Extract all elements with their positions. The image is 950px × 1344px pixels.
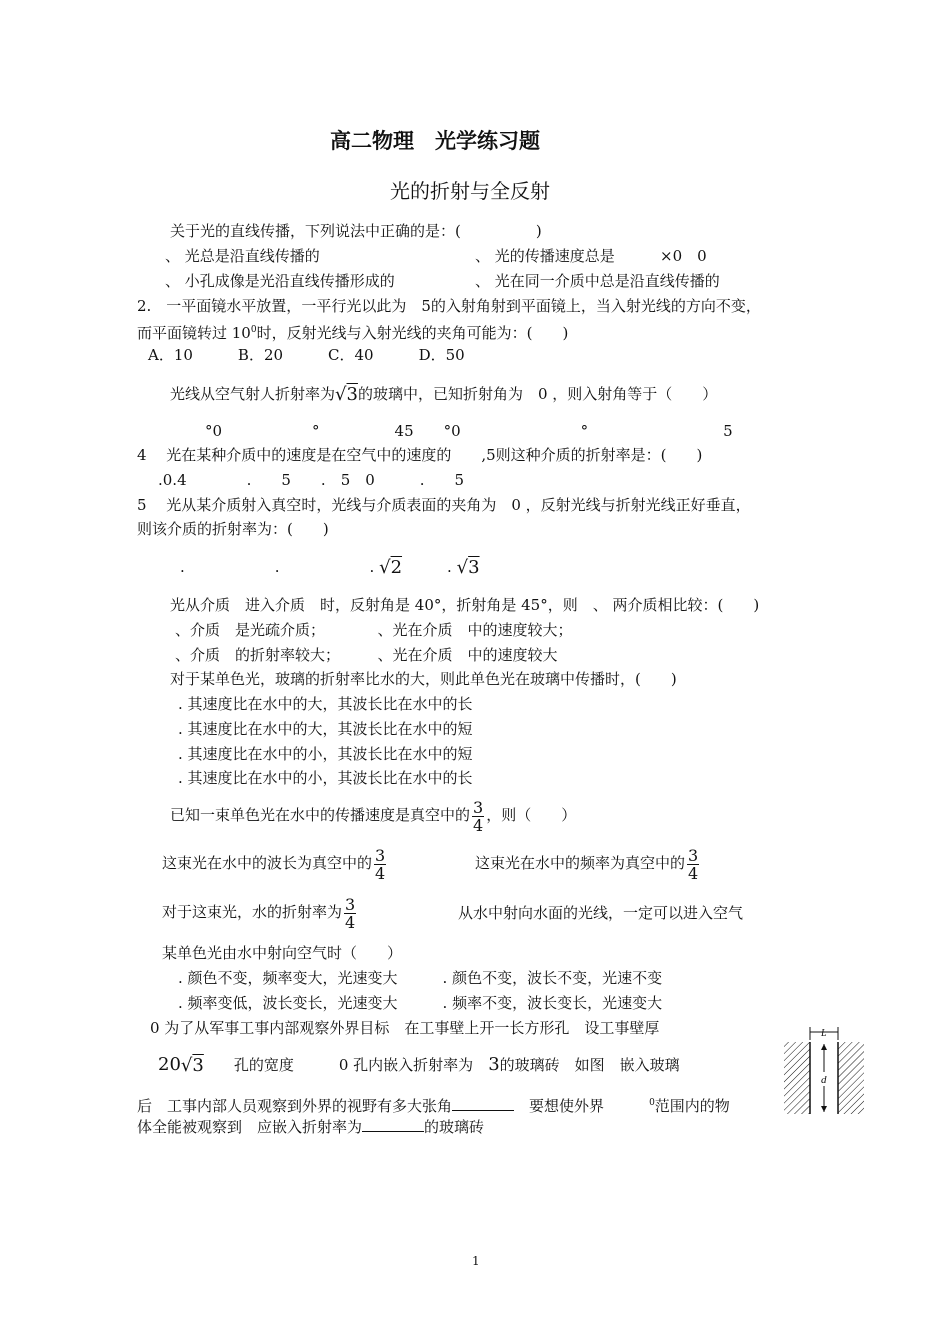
- q8-option-d: 从水中射向水面的光线，一定可以进入空气: [458, 904, 744, 922]
- q5-options: . . . √2 . √3: [180, 557, 480, 578]
- question-10: 0 为了从军事工事内部观察外界目标 在工事壁上开一长方形孔 设工事壁厚: [150, 1019, 660, 1037]
- question-10-line3: 后 工事内部人员观察到外界的视野有多大张角 要想使外界 $^0$范围内的物: [137, 1097, 730, 1115]
- q1-option-a: 、 光总是沿直线传播的: [165, 247, 320, 265]
- q1-option-b-value: ×0 0: [660, 247, 707, 265]
- q6-option-cd: 、介质 的折射率较大； 、光在介质 中的速度较大: [175, 646, 558, 664]
- question-4: 4 光在某种介质中的速度是在空气中的速度的 ,5则这种介质的折射率是：( ): [137, 446, 703, 464]
- q6-option-ab: 、介质 是光疏介质； 、光在介质 中的速度较大；: [175, 621, 573, 639]
- wall-hole-figure: [780, 1022, 870, 1122]
- q7-option-c: . 其速度比在水中的小，其波长比在水中的短: [178, 745, 473, 763]
- page-number: 1: [472, 1254, 480, 1268]
- q1-option-c: 、 小孔成像是光沿直线传播形成的: [165, 272, 395, 290]
- q7-option-a: . 其速度比在水中的大，其波长比在水中的长: [178, 695, 473, 713]
- q8-option-a: 这束光在水中的波长为真空中的 $\frac{3}{4}$: [162, 845, 386, 883]
- label-L: L: [821, 1028, 827, 1039]
- label-d: d: [821, 1074, 827, 1086]
- q8-option-b: 这束光在水中的频率为真空中的 $\frac{3}{4}$: [475, 845, 699, 883]
- question-7: 对于某单色光，玻璃的折射率比水的大，则此单色光在玻璃中传播时，( ): [170, 670, 677, 688]
- question-8: 已知一束单色光在水中的传播速度是真空中的 $\frac{3}{4}$ ，则（ ）: [170, 797, 577, 835]
- answer-blank-angle[interactable]: [452, 1096, 514, 1111]
- q2-options: A．10 B．20 C．40 D．50: [148, 346, 465, 364]
- question-2: 2. 一平面镜水平放置，一平行光以此为 5的入射角射到平面镜上，当入射光线的方向不变，: [137, 297, 761, 315]
- sqrt-3: √3: [335, 384, 358, 405]
- right-wall: [838, 1042, 864, 1114]
- q9-options-cd: . 频率变低，波长变长，光速变大 . 频率不变，波长变长，光速变大: [178, 994, 663, 1012]
- q7-option-b: . 其速度比在水中的大，其波长比在水中的短: [178, 720, 473, 738]
- question-9: 某单色光由水中射向空气时（ ）: [162, 944, 403, 962]
- question-1: 关于光的直线传播，下列说法中正确的是：( ): [170, 222, 542, 240]
- page-title: 高二物理 光学练习题: [330, 128, 540, 153]
- q4-options: .0.4 . 5 . 5 0 . 5: [158, 471, 465, 489]
- question-5: 5 光从某介质射入真空时，光线与介质表面的夹角为 0 ，反射光线与折射光线正好垂直，: [137, 496, 751, 514]
- left-wall: [784, 1042, 810, 1114]
- answer-blank-index[interactable]: [362, 1117, 424, 1132]
- q3-options: °0 ° 45 °0 ° 5: [205, 422, 733, 440]
- q1-option-b: 、 光的传播速度总是: [475, 247, 615, 265]
- question-10-line2: 20√3 孔的宽度 0 孔内嵌入折射率为 3的玻璃砖 如图 嵌入玻璃: [158, 1054, 680, 1076]
- section-subtitle: 光的折射与全反射: [390, 179, 550, 203]
- q7-option-d: . 其速度比在水中的小，其波长比在水中的长: [178, 769, 473, 787]
- q9-options-ab: . 颜色不变，频率变大，光速变大 . 颜色不变，波长不变，光速不变: [178, 969, 663, 987]
- question-5-cont: 则该介质的折射率为：( ): [137, 520, 329, 538]
- question-6: 光从介质 进入介质 时，反射角是 40°，折射角是 45°，则 、 两介质相比较：( ): [170, 596, 760, 614]
- q8-option-c: 对于这束光，水的折射率为 $\frac{3}{4}$: [162, 894, 356, 932]
- question-2-cont: 而平面镜转过 $10^0$时，反射光线与入射光线的夹角可能为：( ): [137, 324, 569, 342]
- question-10-line4: 体全能被观察到 应嵌入折射率为 的玻璃砖: [137, 1118, 485, 1136]
- question-3: 光线从空气射人折射率为√3的玻璃中，已知折射角为 0 ，则入射角等于（ ）: [170, 384, 718, 405]
- q1-option-d: 、 光在同一介质中总是沿直线传播的: [475, 272, 720, 290]
